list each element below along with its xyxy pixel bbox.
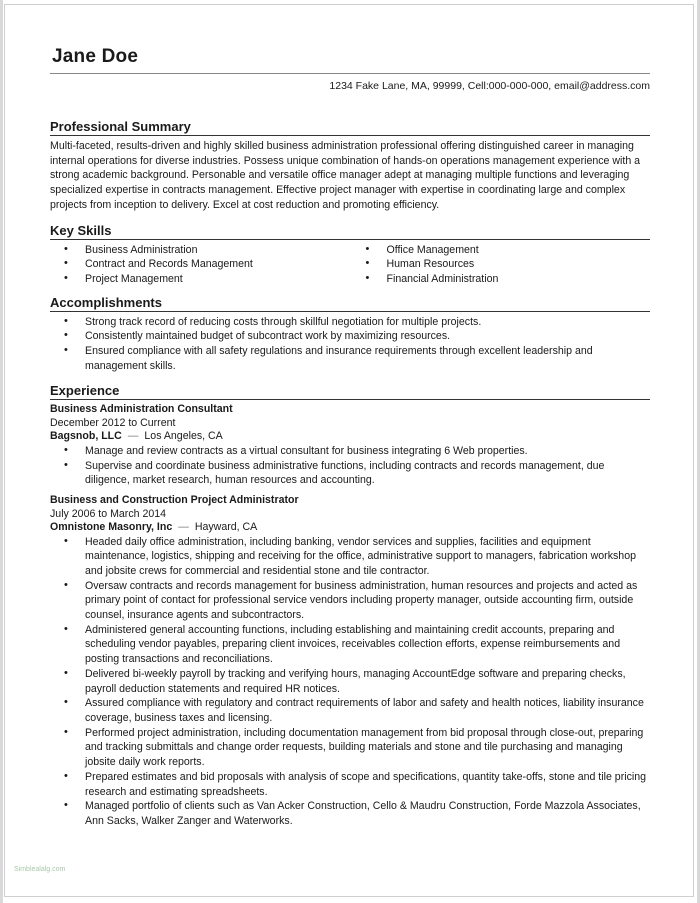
job-company-line — [50, 521, 650, 535]
accomplishment-item: • Consistently maintained budget of subcontract work by maximizing resources. — [85, 329, 650, 344]
skills-grid — [50, 243, 650, 287]
contact-line: 1234 Fake Lane, MA, 99999, Cell:000-000-000, email@address.com — [329, 80, 650, 92]
job-company-line — [50, 430, 650, 444]
job-bullet: • Managed portfolio of clients such as Van Acker Construction, Cello & Maudru Construction, Forde Mazzola Associates, Ann Sacks, Walker Zanger and Waterworks. — [85, 799, 650, 828]
job-bullet: • Headed daily office administration, including banking, vendor services and supplies, facilities and equipment maintenance, logistics, shipping and receiving for the office, administrative support to managers, fabrication workshop and jobsite crews for commercial and residential stone and tile contractor. — [85, 535, 650, 579]
job-entry — [50, 403, 650, 488]
skill-item: • Financial Administration — [387, 272, 651, 287]
watermark: Simblealalg.com — [14, 866, 66, 873]
accomplishment-item: • Strong track record of reducing costs through skillful negotiation for multiple projects. — [85, 315, 650, 330]
accomplishment-item: • Ensured compliance with all safety regulations and insurance requirements through excellent leadership and management skills. — [85, 344, 650, 373]
job-location: Hayward, CA — [194, 521, 258, 534]
resume-name: Jane Doe — [52, 46, 139, 67]
header-divider — [50, 73, 650, 74]
skills-column-left — [50, 243, 349, 287]
job-dates: December 2012 to Current — [50, 416, 176, 429]
summary-heading: Professional Summary — [50, 119, 650, 136]
resume-body — [50, 117, 650, 835]
job-bullets — [50, 535, 650, 829]
job-bullet: • Performed project administration, including documentation management from bid proposal through close-out, preparing and tracking submittals and change order requests, building materials and stone and tile purchasing and managing jobsite daily work reports. — [85, 726, 650, 770]
experience-heading: Experience — [50, 383, 650, 400]
job-dash: — — [178, 521, 189, 534]
skills-heading: Key Skills — [50, 223, 650, 240]
skill-item: • Human Resources — [387, 257, 651, 272]
job-company: Bagsnob, LLC — [50, 430, 122, 443]
skill-item: • Project Management — [85, 272, 349, 287]
job-dash: — — [127, 430, 139, 443]
job-entry — [50, 494, 650, 829]
skill-item: • Contract and Records Management — [85, 257, 349, 272]
job-bullets — [50, 444, 650, 488]
job-title: Business and Construction Project Administrator — [50, 494, 299, 507]
skills-column-right — [349, 243, 651, 287]
summary-text: Multi-faceted, results-driven and highly skilled business administration professional offering distinguished career in managing internal operations for diverse industries. Possess unique combination of hands-on operations management experience with a strong academic background. Personable and versatile office manager adept at managing multiple functions and leveraging specialized expertise in contracts management. Effective project manager with expertise in coordinating large and complex projects from inception to delivery. Excel at cost reduction and promoting efficiency. — [50, 140, 641, 211]
skill-item: • Business Administration — [85, 243, 349, 258]
accomplishments-heading: Accomplishments — [50, 295, 650, 312]
left-edge-bar — [0, 0, 3, 903]
job-dates: July 2006 to March 2014 — [50, 507, 167, 520]
job-bullet: • Manage and review contracts as a virtual consultant for business integrating 6 Web properties. — [85, 444, 650, 459]
accomplishments-list — [50, 315, 650, 374]
job-bullet: • Oversaw contracts and records management for business administration, human resources and projects and acted as primary point of contact for professional service vendors including property manager, outside accounting firm, outside counsel, insurance agents and subcontractors. — [85, 579, 650, 623]
job-bullet: • Supervise and coordinate business administrative functions, including contracts and records management, due diligence, market research, human resources and accounting. — [85, 459, 650, 488]
skill-item: • Office Management — [387, 243, 651, 258]
job-company: Omnistone Masonry, Inc — [50, 521, 173, 534]
job-title: Business Administration Consultant — [50, 403, 233, 416]
job-bullet: • Prepared estimates and bid proposals with analysis of scope and specifications, quantity take-offs, stone and tile pricing research and estimating spreadsheets. — [85, 770, 650, 799]
job-bullet: • Assured compliance with regulatory and contract requirements of labor and safety and health notices, liability insurance coverage, business taxes and licensing. — [85, 696, 650, 725]
job-bullet: • Delivered bi-weekly payroll by tracking and verifying hours, managing AccountEdge software and preparing checks, payroll deduction statements and required HR notices. — [85, 667, 650, 696]
job-location: Los Angeles, CA — [144, 430, 223, 443]
job-bullet: • Administered general accounting functions, including establishing and maintaining credit accounts, preparing and scheduling vendor payables, preparing client invoices, receivables collection efforts, expense reimbursements and posting transactions and reconciliations. — [85, 623, 650, 667]
